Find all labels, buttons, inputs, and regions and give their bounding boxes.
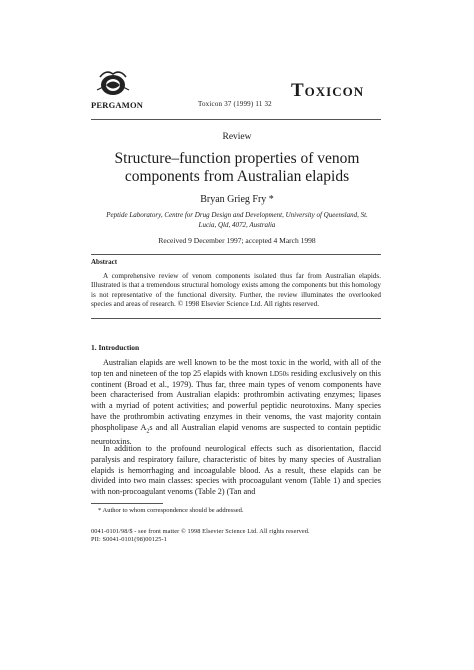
publisher-name: PERGAMON [91, 100, 144, 110]
article-type: Review [222, 132, 252, 142]
article-author: Bryan Grieg Fry * [200, 194, 274, 205]
author-affiliation: Peptide Laboratory, Centre for Drug Design and Development, University of Queensland, St. Lucia, Qld, 4072, Australia [106, 211, 368, 229]
footnote-divider [91, 503, 163, 504]
pii-line: PII: S0041-0101(98)00125-1 [91, 536, 167, 543]
abstract-heading: Abstract [91, 258, 118, 266]
body-paragraph-1 [91, 358, 381, 448]
body-paragraph-2: In addition to the profound neurological effects such as disorientation, flaccid paralysis and respiratory failure, characteristic of bites by many species of Australian elapids is hemorrhaging and incoagulable blood. As a result, these elapids can be divided into two main classes: species with procoagulant venom (Table 1) and species with non-procoagulant venoms (Table 2) (Tan and [91, 444, 381, 497]
article-dates: Received 9 December 1997; accepted 4 March 1998 [158, 236, 316, 245]
ld50-term: LD50s [269, 369, 289, 378]
paragraph-1-text-c: s and all Australian elapid venoms are suspected to contain peptidic neurotoxins. [91, 422, 381, 447]
copyright-line: 0041-0101/98/$ - see front matter © 1998 Elsevier Science Ltd. All rights reserved. [91, 528, 310, 535]
paragraph-1-text-a: Australian elapids are well known to be the most toxic in the world, with all of the top ten and nineteen of the top 25 elapids with known [91, 358, 381, 378]
abstract-text: A comprehensive review of venom components isolated thus far from Australian elapids. Illustrated is that a tremendous structural homology exists among the components but this homology is not representative of the functional diversity. Further, the review illuminates the overlooked species and areas of research. © 1998 Elsevier Science Ltd. All rights reserved. [91, 272, 381, 309]
phospholipase-a2-term: A [140, 422, 147, 432]
journal-citation: Toxicon 37 (1999) 11 32 [198, 100, 272, 108]
abstract-bottom-divider [91, 318, 381, 319]
paragraph-1-text-b: residing exclusively on this continent (Broad et al., 1979). Thus far, three main types of venom components have been characterised from Australian elapids: prothrombin activating enzymes; lipases with a myriad of potent activities; and powerful peptidic neurotoxins. Many species have the prothrombin activating enzymes in their venoms, the vast majority contain phospholipase [91, 368, 381, 432]
journal-title: Toxicon [291, 80, 365, 101]
section-heading: 1. Introduction [91, 343, 140, 352]
abstract-top-divider [91, 254, 381, 255]
pergamon-logo-icon [94, 68, 132, 98]
footnote: * Author to whom correspondence should be addressed. [98, 507, 244, 514]
header-divider [91, 119, 381, 120]
phospholipase-a2-subscript: 2 [146, 428, 150, 435]
article-title: Structure–function properties of venom components from Australian elapids [114, 150, 360, 185]
